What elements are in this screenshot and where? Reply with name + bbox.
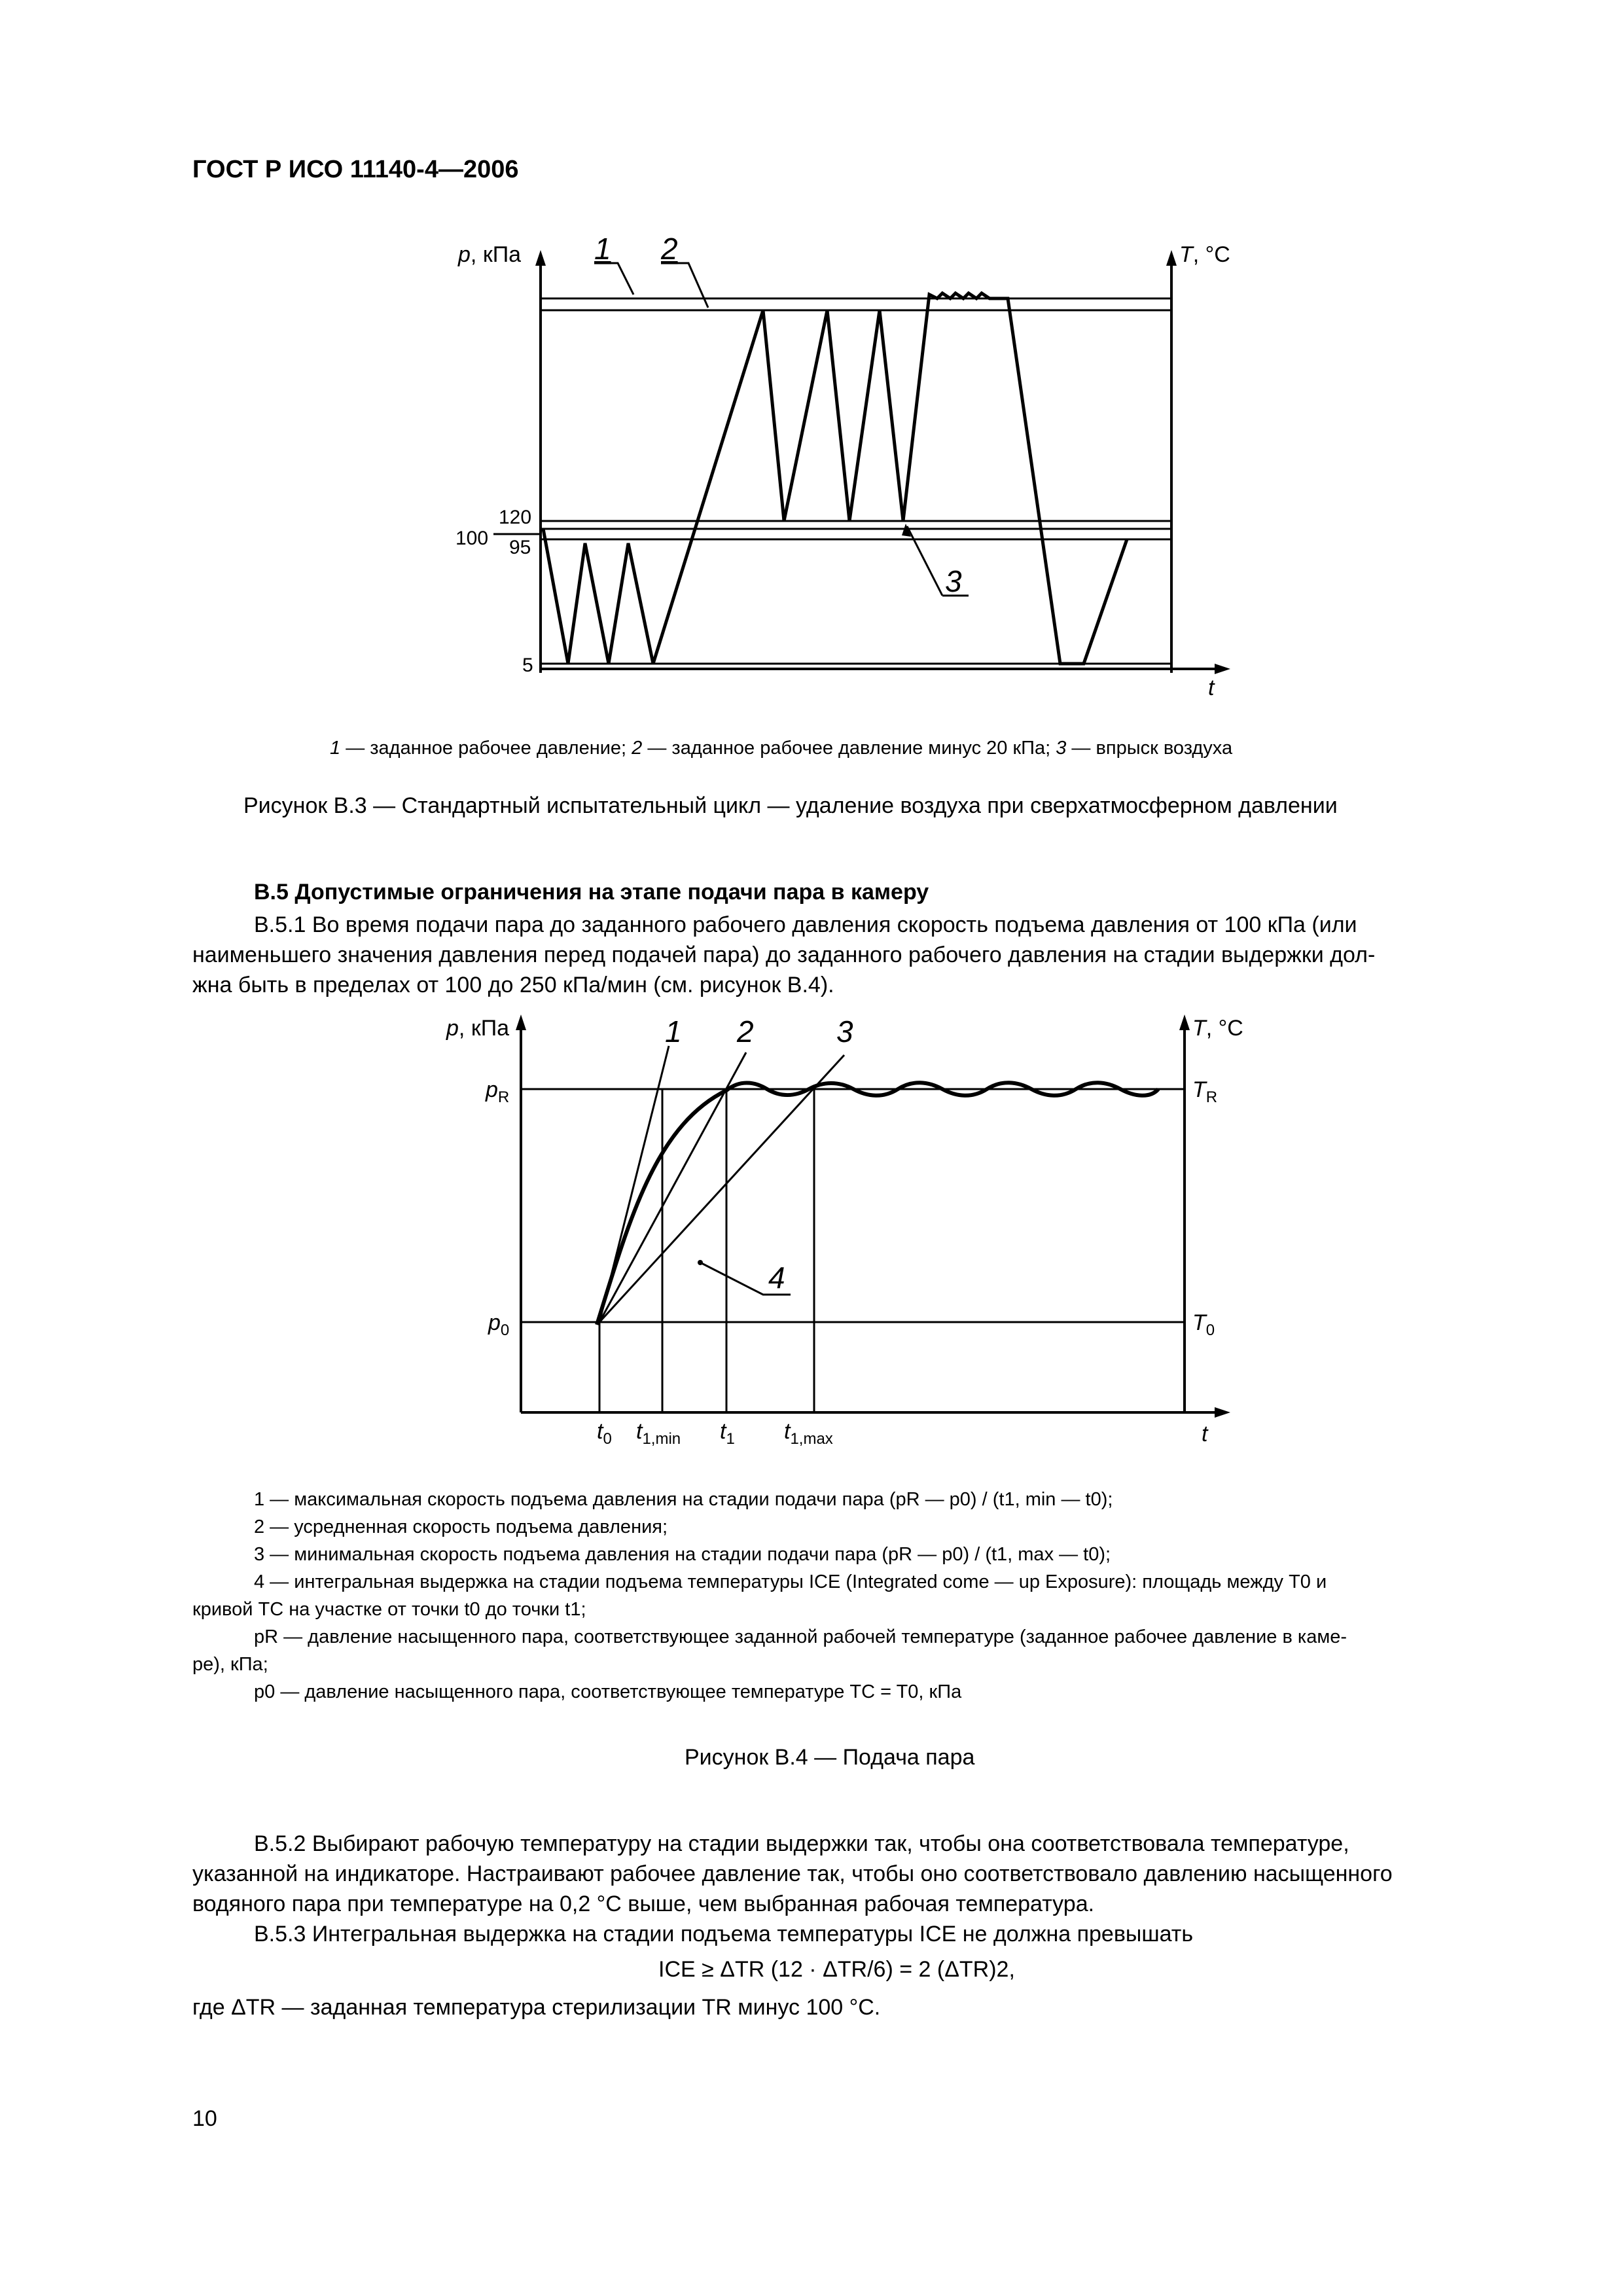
b3-cycle-curve (543, 293, 1127, 664)
b3-y2-axis-label: T, °С (1179, 242, 1230, 267)
b4-legend-3: 3 — минимальная скорость подъема давления на стадии подачи пара (pR — p0) / (t1, max — t0); (254, 1544, 1111, 1565)
b4-tick-t1min: $t_{1,min}$ (636, 1419, 681, 1448)
b3-tick-100: 100 (455, 528, 489, 549)
b3-callout-2: 2 (661, 232, 678, 266)
b3-y2-axis-arrow (1166, 250, 1177, 266)
b3-caption: Рисунок В.3 — Стандартный испытательный цикл — удаление воздуха при сверхатмосферном давлении (243, 793, 1338, 818)
b4-callout-4: 4 (768, 1261, 785, 1295)
b4-legend-2: 2 — усредненная скорость подъема давления; (254, 1516, 668, 1537)
b3-callout-3-leader (907, 526, 942, 596)
b3-y-axis-arrow (535, 250, 546, 266)
b4-y-axis-arrow (516, 1014, 526, 1030)
b4-legend-1: 1 — максимальная скорость подъема давления на стадии подачи пара (pR — p0) / (t1, min — t0); (254, 1489, 1113, 1510)
paragraph-b52: В.5.2 Выбирают рабочую температуру на стадии выдержки так, чтобы она соответствовала температуре, указанной на индикаторе. Настраивают рабочее давление так, чтобы оно соответствовало давлению насыщенного водяного пара при температуре на 0,2 °С выше, чем выбранная рабочая температура. В.5.3 Интегральная выдержка на стадии подъема температуры ICE не должна превышать (192, 1829, 1497, 1949)
b3-callout-3: 3 (945, 564, 962, 598)
figure-b3 (0, 0, 1623, 733)
b3-x-axis-label: t (1208, 675, 1215, 700)
b4-tick-t1: $t_1$ (720, 1419, 735, 1448)
b4-label-pR: $p_R$ (486, 1077, 510, 1106)
paragraph-where: где ΔTR — заданная температура стерилизации TR минус 100 °С. (192, 1995, 881, 2020)
paragraph-b51: В.5.1 Во время подачи пара до заданного рабочего давления скорость подъема давления от 100 кПа (или наименьшего значения давления перед подачей пара) до заданного рабочего давления на стадии выдержки дол- жна быть в пределах от 100 до 250 кПа/мин (см. рисунок В.4). (192, 912, 1376, 997)
b4-y2-axis-arrow (1179, 1014, 1190, 1030)
b3-legend: 1 — заданное рабочее давление; 2 — заданное рабочее давление минус 20 кПа; 3 — впрыск воздуха (330, 738, 1233, 759)
document-header: ГОСТ Р ИСО 11140-4—2006 (192, 156, 519, 183)
b3-tick-5: 5 (522, 655, 533, 676)
b4-callout-2: 2 (737, 1014, 754, 1049)
b4-y-axis-label: p, кПа (446, 1016, 510, 1041)
section-b5-title: В.5 Допустимые ограничения на этапе подачи пара в камеру (254, 880, 929, 905)
b3-x-axis-arrow (1215, 664, 1230, 674)
b4-y2-axis-label: T, °С (1192, 1016, 1243, 1041)
formula-ice: ICE ≥ ΔTR (12 · ΔTR/6) = 2 (ΔTR)2, (658, 1957, 1015, 1982)
b4-legend-pR-b: ре), кПа; (192, 1654, 268, 1675)
b4-label-TR: $T_R$ (1192, 1077, 1218, 1106)
b4-x-axis-label: t (1202, 1422, 1208, 1446)
b4-caption: Рисунок В.4 — Подача пара (685, 1745, 975, 1770)
b3-tick-120: 120 (499, 507, 532, 528)
figure-b4 (0, 1008, 1623, 1466)
b3-tick-95: 95 (509, 537, 531, 558)
b4-label-T0: $T_0$ (1192, 1310, 1215, 1339)
b3-callout-1-leader (594, 263, 633, 295)
b4-tick-t1max: $t_{1,max}$ (784, 1419, 833, 1448)
b3-callout-2-leader (661, 263, 708, 308)
b4-legend-pR-a: pR — давление насыщенного пара, соответствующее заданной рабочей температуре (заданное рабочее давление в каме- (254, 1626, 1347, 1647)
b4-callout-1: 1 (665, 1014, 682, 1049)
paragraph-b53: В.5.3 Интегральная выдержка на стадии подъема температуры ICE не должна превышать (254, 1922, 1194, 1946)
b4-curve-TC (597, 1083, 1158, 1325)
b4-legend-4a: 4 — интегральная выдержка на стадии подъема температуры ICE (Integrated come — up Exposure): площадь между T0 и (254, 1571, 1327, 1592)
page-number: 10 (192, 2106, 217, 2131)
b4-x-axis-arrow (1215, 1407, 1230, 1418)
b4-callout-3: 3 (836, 1014, 853, 1049)
b4-tick-t0: $t_0$ (597, 1419, 612, 1448)
b4-legend-4b: кривой TC на участке от точки t0 до точки t1; (192, 1599, 586, 1620)
b4-legend-p0: p0 — давление насыщенного пара, соответствующее температуре TC = T0, кПа (254, 1681, 962, 1702)
b4-label-p0: $p_0$ (488, 1310, 510, 1339)
b4-legend (192, 1486, 1497, 1706)
b3-callout-1: 1 (594, 232, 611, 266)
b3-y-axis-label: p, кПа (458, 242, 522, 267)
